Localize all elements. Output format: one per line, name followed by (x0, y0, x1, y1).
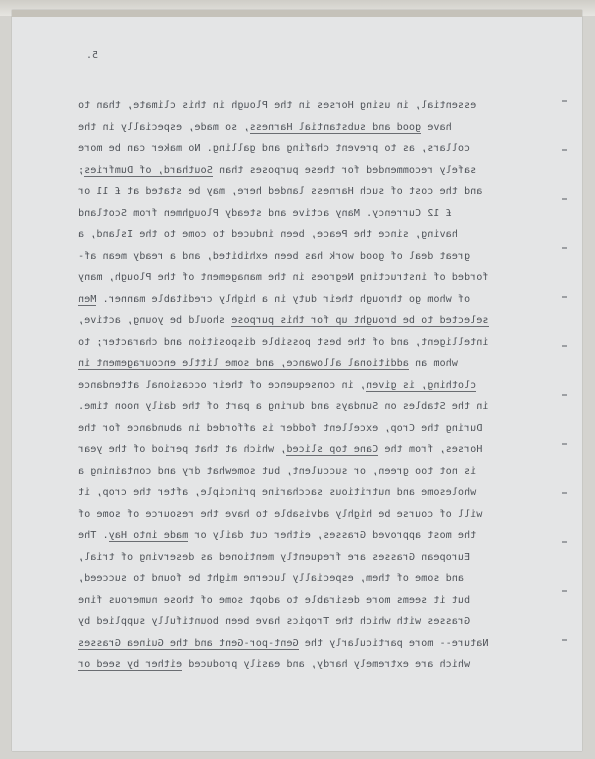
text-segment: Nature-- more particularly the (298, 637, 489, 649)
text-segment: whom an (408, 358, 458, 369)
text-line (78, 547, 524, 569)
text-line (78, 525, 524, 547)
text-line (78, 95, 524, 117)
margin-tick (562, 100, 567, 102)
margin-tick (562, 492, 567, 494)
margin-tick (562, 639, 567, 641)
text-line (78, 224, 524, 246)
underlined-phrase: additional allowance, and some little encouragement in (78, 358, 409, 369)
margin-tick (562, 296, 567, 298)
text-line (78, 590, 524, 612)
text-segment: which are extremely hardy, and easily produced (182, 659, 471, 670)
margin-tick (562, 345, 567, 347)
text-line (78, 654, 524, 676)
text-segment: ; (78, 164, 85, 176)
text-segment: During the Crop, excellent fodder is afforded in abundance for the (78, 422, 483, 434)
text-segment: is not too green, or succulent, but somewhat dry and containing a (78, 465, 477, 477)
text-segment: safely recommended for these purposes than (212, 164, 477, 176)
text-segment: . The (78, 530, 109, 541)
text-segment: , which at that period of the year (78, 444, 287, 455)
text-line (78, 289, 524, 311)
text-segment: great deal of good work has been exhibited, and a ready mean af- (78, 250, 471, 262)
text-line (78, 138, 524, 160)
binding-strip (12, 10, 582, 17)
underlined-phrase: Men (78, 293, 97, 305)
text-segment: having, since the Peace, been induced to come to the Island, a (78, 229, 458, 240)
document-page (12, 10, 582, 751)
underlined-phrase: selected to be brought up for this purpose (231, 315, 489, 326)
text-segment: have (421, 121, 452, 133)
text-segment: and some of them, especially lucerne might be found to succeed, (78, 573, 464, 584)
text-segment: but it seems more desirable to adopt some of those numerous fine (78, 594, 471, 606)
text-segment: forded of instructing Negroes in the management of the Plough, many (78, 272, 489, 283)
text-segment: collars, as to prevent chafing and galling. No maker can be more (78, 143, 471, 154)
text-line (78, 310, 524, 332)
margin-tick (562, 198, 567, 200)
text-line (78, 332, 524, 354)
underlined-phrase: either by seed or (78, 659, 183, 670)
text-line (78, 267, 524, 289)
underlined-phrase: Gent-por-Gent and the Guinea Grasses (78, 637, 299, 649)
underlined-phrase: Cane top sliced (286, 444, 379, 455)
margin-tick (562, 394, 567, 396)
text-segment: Horses, from the (378, 444, 483, 455)
margin-tick (562, 590, 567, 592)
margin-tick (562, 247, 567, 249)
text-segment: in the Stables on Sundays and during a part of the daily noon time. (78, 401, 489, 412)
text-line (78, 418, 524, 440)
underlined-phrase: Southard, of Dumfries (84, 164, 213, 176)
text-segment: , so made, especially in the (78, 121, 250, 133)
text-line (78, 568, 524, 590)
text-line (78, 396, 524, 418)
text-line (78, 611, 524, 633)
margin-tick (562, 443, 567, 445)
margin-tick (562, 149, 567, 151)
underlined-phrase: made into Hay (108, 530, 189, 541)
page-number: 5. (86, 50, 99, 61)
text-segment: will of course be highly advisable to have the resource of some of (78, 508, 483, 520)
typed-text-mirrored (78, 95, 524, 676)
text-line (78, 117, 524, 139)
text-segment: , in consequence of their occasional attendance (78, 379, 366, 391)
margin-tick (562, 541, 567, 543)
text-line (78, 246, 524, 268)
text-line (78, 482, 524, 504)
text-segment: should be young, active, (78, 315, 232, 326)
text-segment: and the cost of such Harness landed here, may be stated at £ 11 or (78, 186, 483, 197)
text-line (78, 353, 524, 375)
text-line (78, 203, 524, 225)
text-segment: the most approved Grasses, either cut daily or (188, 530, 477, 541)
text-segment: European Grasses are frequently mentioned as deserving of trial, (78, 551, 471, 563)
text-line (78, 633, 524, 655)
text-line (78, 504, 524, 526)
underlined-phrase: good and substantial Harness (249, 121, 422, 133)
text-line (78, 461, 524, 483)
text-segment: of whom go through their duty in a highly creditable manner. (96, 293, 471, 305)
text-segment: essential, in using Horses in the Plough in this climate, than to (78, 100, 477, 111)
text-line (78, 375, 524, 397)
text-line (78, 439, 524, 461)
text-segment: wholesome and nutritious saccharine principle, after the crop, it (78, 487, 477, 498)
text-line (78, 160, 524, 182)
text-segment: Grasses with which the Tropics have been bountifully supplied by (78, 616, 471, 627)
text-segment: intelligent, and of the best possible disposition and character; to (78, 336, 489, 348)
underlined-phrase: clothing, is given (365, 379, 477, 391)
text-segment: £ 12 Currency. Many active and steady Ploughmen from Scotland (78, 207, 452, 219)
text-line (78, 181, 524, 203)
